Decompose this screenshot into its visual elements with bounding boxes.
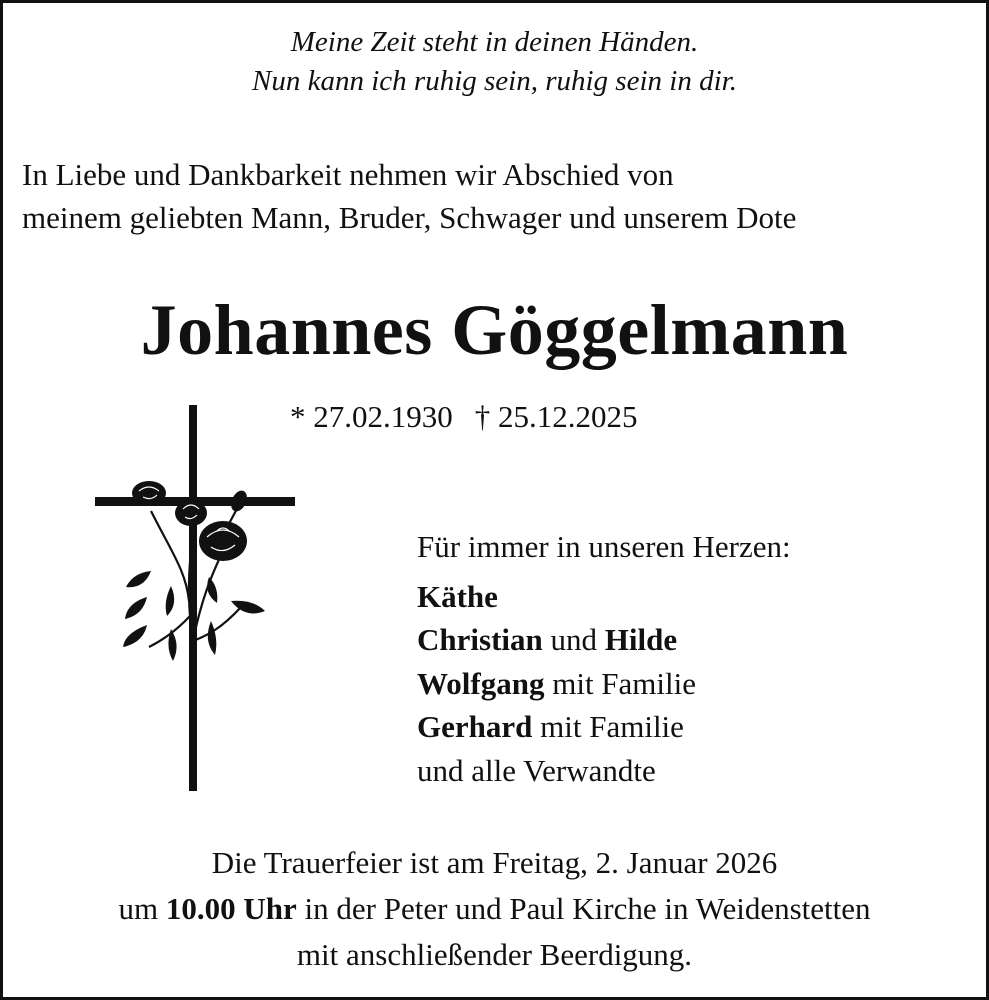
mourner-connector: und — [542, 622, 605, 657]
mourners-list — [417, 525, 791, 792]
intro-line-1: In Liebe und Dankbarkeit nehmen wir Abschied von — [22, 157, 674, 192]
cross-with-roses-icon — [91, 401, 303, 793]
birth-date: * 27.02.1930 — [290, 399, 453, 434]
motto-line-2: Nun kann ich ruhig sein, ruhig sein in dir. — [252, 65, 737, 97]
mourner-name: Käthe — [417, 578, 498, 614]
mourner-name: Wolfgang — [417, 665, 545, 701]
mourner-line — [417, 662, 791, 706]
mourner-name: Christian — [417, 622, 543, 657]
service-line-2-post: in der Peter und Paul Kirche in Weidenstetten — [296, 891, 871, 926]
mourner-suffix: mit Familie — [544, 665, 697, 701]
service-line-2-pre: um — [118, 891, 166, 926]
service-line-1: Die Trauerfeier ist am Freitag, 2. Januar 2026 — [211, 845, 778, 880]
mourner-name: Hilde — [604, 622, 678, 657]
death-date: 25.12.2025 — [498, 399, 638, 434]
mourner-line — [417, 575, 791, 619]
mourners-heading: Für immer in unseren Herzen: — [417, 529, 791, 564]
life-dates — [290, 395, 638, 439]
funeral-service-info — [3, 840, 986, 978]
mourner-line: und alle Verwandte — [417, 752, 656, 788]
deceased-name: Johannes Göggelmann — [140, 290, 849, 370]
intro-text — [22, 153, 796, 239]
death-symbol: † — [474, 399, 491, 434]
service-line-2 — [3, 886, 986, 932]
mourner-name: Gerhard — [417, 709, 533, 744]
motto-line-1: Meine Zeit steht in deinen Händen. — [290, 26, 699, 58]
intro-line-2: meinem geliebten Mann, Bruder, Schwager und unserem Dote — [22, 200, 797, 235]
mourner-line — [417, 705, 791, 749]
service-line-3: mit anschließender Beerdigung. — [296, 937, 693, 972]
mourner-suffix: mit Familie — [532, 709, 684, 744]
service-time: 10.00 Uhr — [165, 891, 297, 926]
mourner-line — [417, 618, 791, 662]
motto-verse — [3, 23, 986, 101]
